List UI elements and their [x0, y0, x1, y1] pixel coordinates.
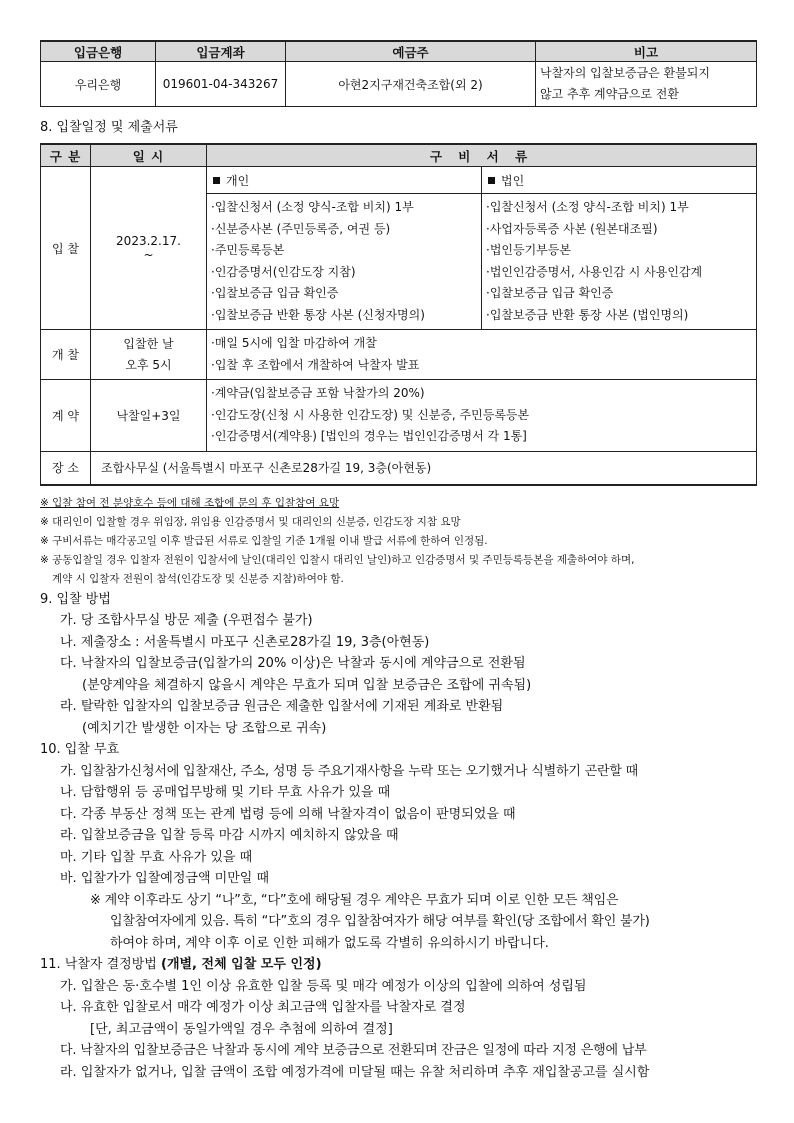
section-9-item: (예치기간 발생한 이자는 당 조합으로 귀속) — [82, 720, 327, 736]
individual-heading — [207, 167, 482, 194]
section-9-item: 나. 제출장소 : 서울특별시 마포구 신촌로28가길 19, 3층(아현동) — [60, 634, 430, 650]
individual-docs — [207, 194, 482, 330]
doc-item: ·입찰보증금 입금 확인증 — [486, 286, 614, 300]
opening-date — [91, 330, 207, 380]
individual-label: 개인 — [226, 173, 250, 188]
bank-name: 우리은행 — [41, 62, 156, 107]
doc-item: ·인감도장(신청 시 사용한 인감도장) 및 신분증, 주민등록등본 — [211, 407, 530, 422]
doc-item: ·사업자등록증 사본 (원본대조필) — [486, 221, 658, 236]
header-note: 비고 — [536, 41, 757, 62]
bid-label: 입 찰 — [41, 167, 91, 330]
doc-item: ·입찰신청서 (소정 양식-조합 비치) 1부 — [211, 200, 414, 214]
document-page — [40, 40, 756, 1083]
place-value: 조합사무실 (서울특별시 마포구 신촌로28가길 19, 3층(아현동) — [91, 451, 757, 485]
doc-item: ·입찰신청서 (소정 양식-조합 비치) 1부 — [486, 200, 689, 214]
section-10-warning: 입찰참여자에게 있음. 특히 “다”호의 경우 입찰참여자가 해당 여부를 확인(당 조합에서 확인 불가) — [110, 914, 650, 929]
note-item: 계약 시 입찰자 전원이 참석(인감도장 및 신분증 지참)하여야 함. — [52, 572, 344, 585]
bid-date — [91, 167, 207, 330]
doc-item: ·입찰보증금 반환 통장 사본 (법인명의) — [486, 307, 689, 322]
section-11-title-bold: (개별, 전체 입찰 모두 인정) — [161, 957, 322, 972]
opening-date-line: 오후 5시 — [125, 357, 172, 372]
section-10-item: 다. 각종 부동산 정책 또는 관계 법령 등에 의해 낙찰자격이 없음이 판명되었을 때 — [60, 806, 516, 822]
bid-date-line: 2023.2.17. — [116, 234, 181, 248]
section-10-item: 라. 입찰보증금을 입찰 등록 마감 시까지 예치하지 않았을 때 — [60, 828, 399, 843]
header-bank: 입금은행 — [41, 41, 156, 62]
doc-item: ·법인등기부등본 — [486, 243, 571, 257]
section-9-item: 가. 당 조합사무실 방문 제출 (우편접수 불가) — [60, 613, 313, 628]
note-item: ※ 공동입찰일 경우 입찰자 전원이 입찰서에 날인(대리인 입찰시 대리인 날인)하고 인감증명서 및 주민등록등본을 제출하여야 하며, — [40, 553, 635, 566]
section-11-item: 다. 낙찰자의 입찰보증금은 낙찰과 동시에 계약 보증금으로 전환되며 잔금은 일정에 따라 지정 은행에 납부 — [60, 1043, 647, 1058]
square-bullet-icon — [488, 177, 495, 184]
note-item: ※ 대리인이 입찰할 경우 위임장, 위임용 인감증명서 및 대리인의 신분증, 인감도장 지참 요망 — [40, 515, 461, 528]
deposit-note-line: 않고 추후 계약금으로 전환 — [540, 87, 679, 101]
section-10-item: 바. 입찰가가 입찰예정금액 미만일 때 — [60, 871, 270, 886]
bid-row-kind — [41, 167, 757, 194]
section-10-title: 10. 입찰 무효 — [40, 742, 120, 757]
notes-block — [40, 494, 756, 589]
doc-item: ·인감증명서(인감도장 지참) — [211, 264, 356, 279]
opening-date-line: 입찰한 날 — [123, 336, 174, 351]
deposit-note — [536, 62, 757, 107]
deposit-table-header — [41, 41, 757, 62]
section-10-warning: 하여야 하며, 계약 이후 이로 인한 피해가 없도록 각별히 유의하시기 바랍니다. — [110, 935, 549, 951]
doc-item: ·인감증명서(계약용) [법인의 경우는 법인인감증명서 각 1통] — [211, 429, 527, 443]
deposit-table-row — [41, 62, 757, 107]
section-9-title: 9. 입찰 방법 — [40, 591, 111, 607]
contract-label: 계 약 — [41, 380, 91, 452]
doc-item: ·주민등록등본 — [211, 243, 285, 257]
opening-label: 개 찰 — [41, 330, 91, 380]
bid-date-line: ~ — [143, 248, 154, 262]
note-item: ※ 입찰 참여 전 분양호수 등에 대해 조합에 문의 후 입찰참여 요망 — [40, 496, 340, 509]
contract-docs — [207, 380, 757, 452]
doc-item: ·매일 5시에 입찰 마감하여 개찰 — [211, 336, 377, 350]
contract-row — [41, 380, 757, 452]
doc-item: ·입찰 후 조합에서 개찰하여 낙찰자 발표 — [211, 357, 420, 372]
section-11-item: 가. 입찰은 동·호수별 1인 이상 유효한 입찰 등록 및 매각 예정가 이상의 입찰에 의하여 성립됨 — [60, 978, 587, 994]
doc-item: ·입찰보증금 입금 확인증 — [211, 286, 339, 300]
section-9-item: 다. 낙찰자의 입찰보증금(입찰가의 20% 이상)은 낙찰과 동시에 계약금으로 전환됨 — [60, 656, 526, 671]
header-datetime: 일 시 — [91, 144, 207, 167]
corporate-heading — [482, 167, 757, 194]
place-label: 장 소 — [41, 451, 91, 485]
section-11-item: 라. 입찰자가 없거나, 입찰 금액이 조합 예정가격에 미달될 때는 유찰 처리하며 추후 재입찰공고를 실시함 — [60, 1064, 650, 1080]
section-10-item: 마. 기타 입찰 무효 사유가 있을 때 — [60, 849, 253, 865]
section-9-item: 라. 탈락한 입찰자의 입찰보증금 원금은 제출한 입찰서에 기재된 계좌로 반환됨 — [60, 699, 504, 714]
section-10-item: 가. 입찰참가신청서에 입찰재산, 주소, 성명 등 주요기재사항을 누락 또는 오기했거나 식별하기 곤란할 때 — [60, 763, 639, 779]
section-8-title: 8. 입찰일정 및 제출서류 — [40, 120, 178, 135]
header-account: 입금계좌 — [156, 41, 286, 62]
doc-item: ·계약금(입찰보증금 포함 낙찰가의 20%) — [211, 386, 425, 400]
header-holder: 예금주 — [286, 41, 536, 62]
account-holder: 아현2지구재건축조합(외 2) — [286, 62, 536, 107]
body-sections — [40, 589, 756, 1084]
section-9-item: (분양계약을 체결하지 않을시 계약은 무효가 되며 입찰 보증금은 조합에 귀속됨) — [82, 677, 532, 693]
deposit-note-line: 낙찰자의 입찰보증금은 환불되지 — [540, 66, 710, 80]
header-documents: 구 비 서 류 — [207, 144, 757, 167]
header-category: 구 분 — [41, 144, 91, 167]
section-10-item: 나. 담합행위 등 공매업무방해 및 기타 무효 사유가 있을 때 — [60, 785, 391, 800]
schedule-table-header — [41, 144, 757, 167]
section-11-title — [40, 954, 756, 976]
doc-item: ·입찰보증금 반환 통장 사본 (신청자명의) — [211, 307, 425, 322]
corporate-label: 법인 — [501, 173, 525, 188]
section-10-warning: ※ 계약 이후라도 상기 “나”호, “다”호에 해당될 경우 계약은 무효가 되며 이로 인한 모든 책임은 — [90, 892, 619, 908]
opening-docs — [207, 330, 757, 380]
note-item: ※ 구비서류는 매각공고일 이후 발급된 서류로 입찰일 기준 1개월 이내 발급 서류에 한하여 인정됨. — [40, 534, 488, 547]
square-bullet-icon — [213, 177, 220, 184]
section-11-title-text: 11. 낙찰자 결정방법 — [40, 957, 157, 972]
corporate-docs — [482, 194, 757, 330]
contract-date: 낙찰일+3일 — [91, 380, 207, 452]
account-number: 019601-04-343267 — [156, 62, 286, 107]
section-11-item: 나. 유효한 입찰로서 매각 예정가 이상 최고금액 입찰자를 낙찰자로 결정 — [60, 1000, 466, 1015]
doc-item: ·신분증사본 (주민등록증, 여권 등) — [211, 221, 391, 236]
opening-row — [41, 330, 757, 380]
schedule-table — [40, 143, 757, 486]
place-row — [41, 451, 757, 485]
section-11-item: [단, 최고금액이 동일가액일 경우 추첨에 의하여 결정] — [90, 1021, 393, 1037]
doc-item: ·법인인감증명서, 사용인감 시 사용인감계 — [486, 264, 703, 279]
deposit-table — [40, 40, 757, 107]
